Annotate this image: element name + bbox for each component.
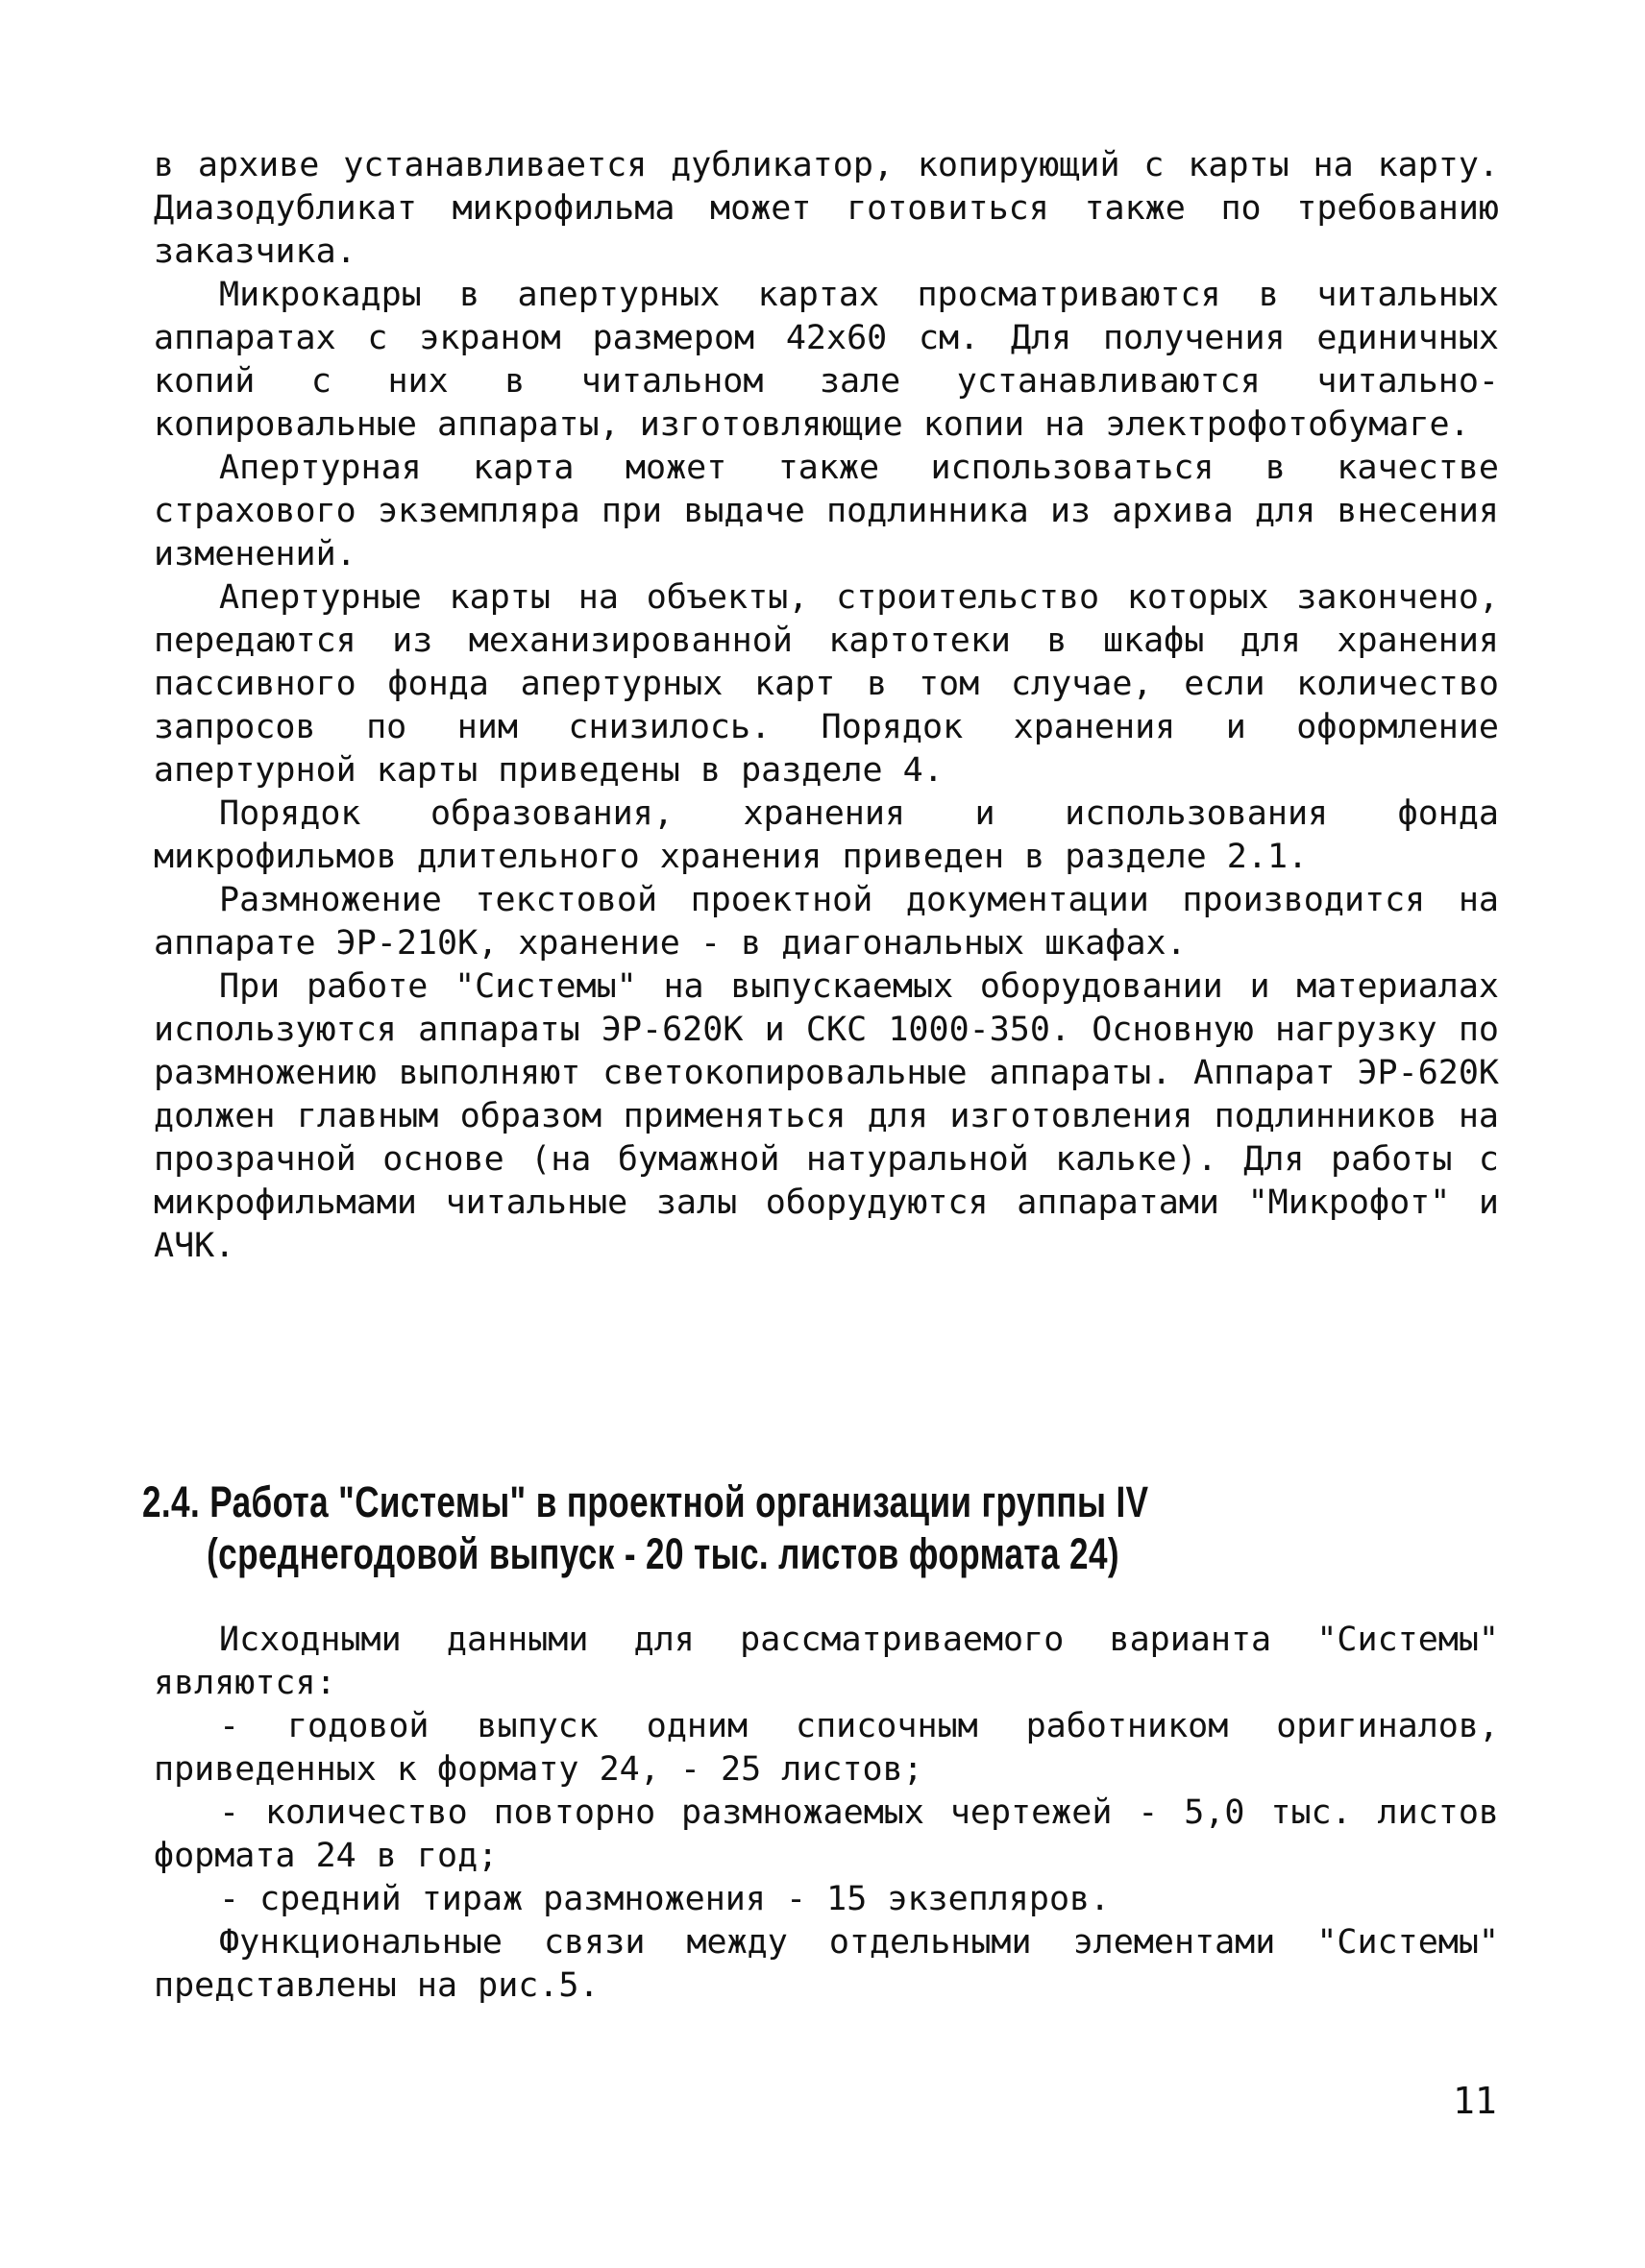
section-heading-line1: 2.4. Работа "Системы" в проектной организации группы IV (142, 1477, 1149, 1527)
list-item-repeat-drawings: - количество повторно размножаемых чертежей - 5,0 тыс. листов формата 24 в год; (154, 1793, 1499, 1875)
paragraph-microfilm-fund: Порядок образования, хранения и использования фонда микрофильмов длительного хранения приведен в разделе 2.1. (154, 794, 1499, 876)
paragraph-functional-links: Функциональные связи между отдельными элементами "Системы" представлены на рис.5. (154, 1923, 1499, 2005)
paragraph-initial-data: Исходными данными для рассматриваемого варианта "Системы" являются: (154, 1621, 1499, 1702)
section-heading (142, 1476, 1191, 1580)
section-text-block (154, 1619, 1499, 2008)
list-item-print-run: - средний тираж размножения - 15 экзепляров. (219, 1880, 1111, 1918)
paragraph-text-reproduction: Размножение текстовой проектной документации производится на аппарате ЭР-210К, хранение - в диагональных шкафах. (154, 881, 1499, 963)
body-text-block (154, 144, 1499, 1268)
paragraph-aperture-card-insurance: Апертурная карта может также использоваться в качестве страхового экземпляра при выдаче подлинника из архива для внесения изменений. (154, 449, 1499, 573)
page-number: 11 (1453, 2080, 1497, 2122)
section-heading-line2: (среднегодовой выпуск - 20 тыс. листов формата 24) (207, 1529, 1119, 1579)
paragraph-duplicator: в архиве устанавливается дубликатор, копирующий с карты на карту. Диазодубликат микрофильма может готовиться также по требованию заказчика. (154, 146, 1499, 271)
paragraph-equipment: При работе "Системы" на выпускаемых оборудовании и материалах используются аппараты ЭР-620К и СКС 1000-350. Основную нагрузку по размножению выполняют светокопировальные аппараты. Аппарат ЭР-620К должен главным образом применяться для изготовления подлинников на прозрачной основе (на бумажной натуральной кальке). Для работы с микрофильмами читальные залы оборудуются аппаратами "Микрофот" и АЧК. (154, 967, 1499, 1265)
paragraph-microframes: Микрокадры в апертурных картах просматриваются в читальных аппаратах с экраном размером 42х60 см. Для получения единичных копий с них в читальном зале устанавливаются читально-копировальные аппараты, изготовляющие копии на электрофотобумаге. (154, 276, 1499, 444)
list-item-annual-output: - годовой выпуск одним списочным работником оригиналов, приведенных к формату 24, - 25 листов; (154, 1707, 1499, 1789)
paragraph-aperture-card-storage: Апертурные карты на объекты, строительство которых закончено, передаются из механизированной картотеки в шкафы для хранения пассивного фонда апертурных карт в том случае, если количество запросов по ним снизилось. Порядок хранения и оформление апертурной карты приведены в разделе 4. (154, 578, 1499, 790)
